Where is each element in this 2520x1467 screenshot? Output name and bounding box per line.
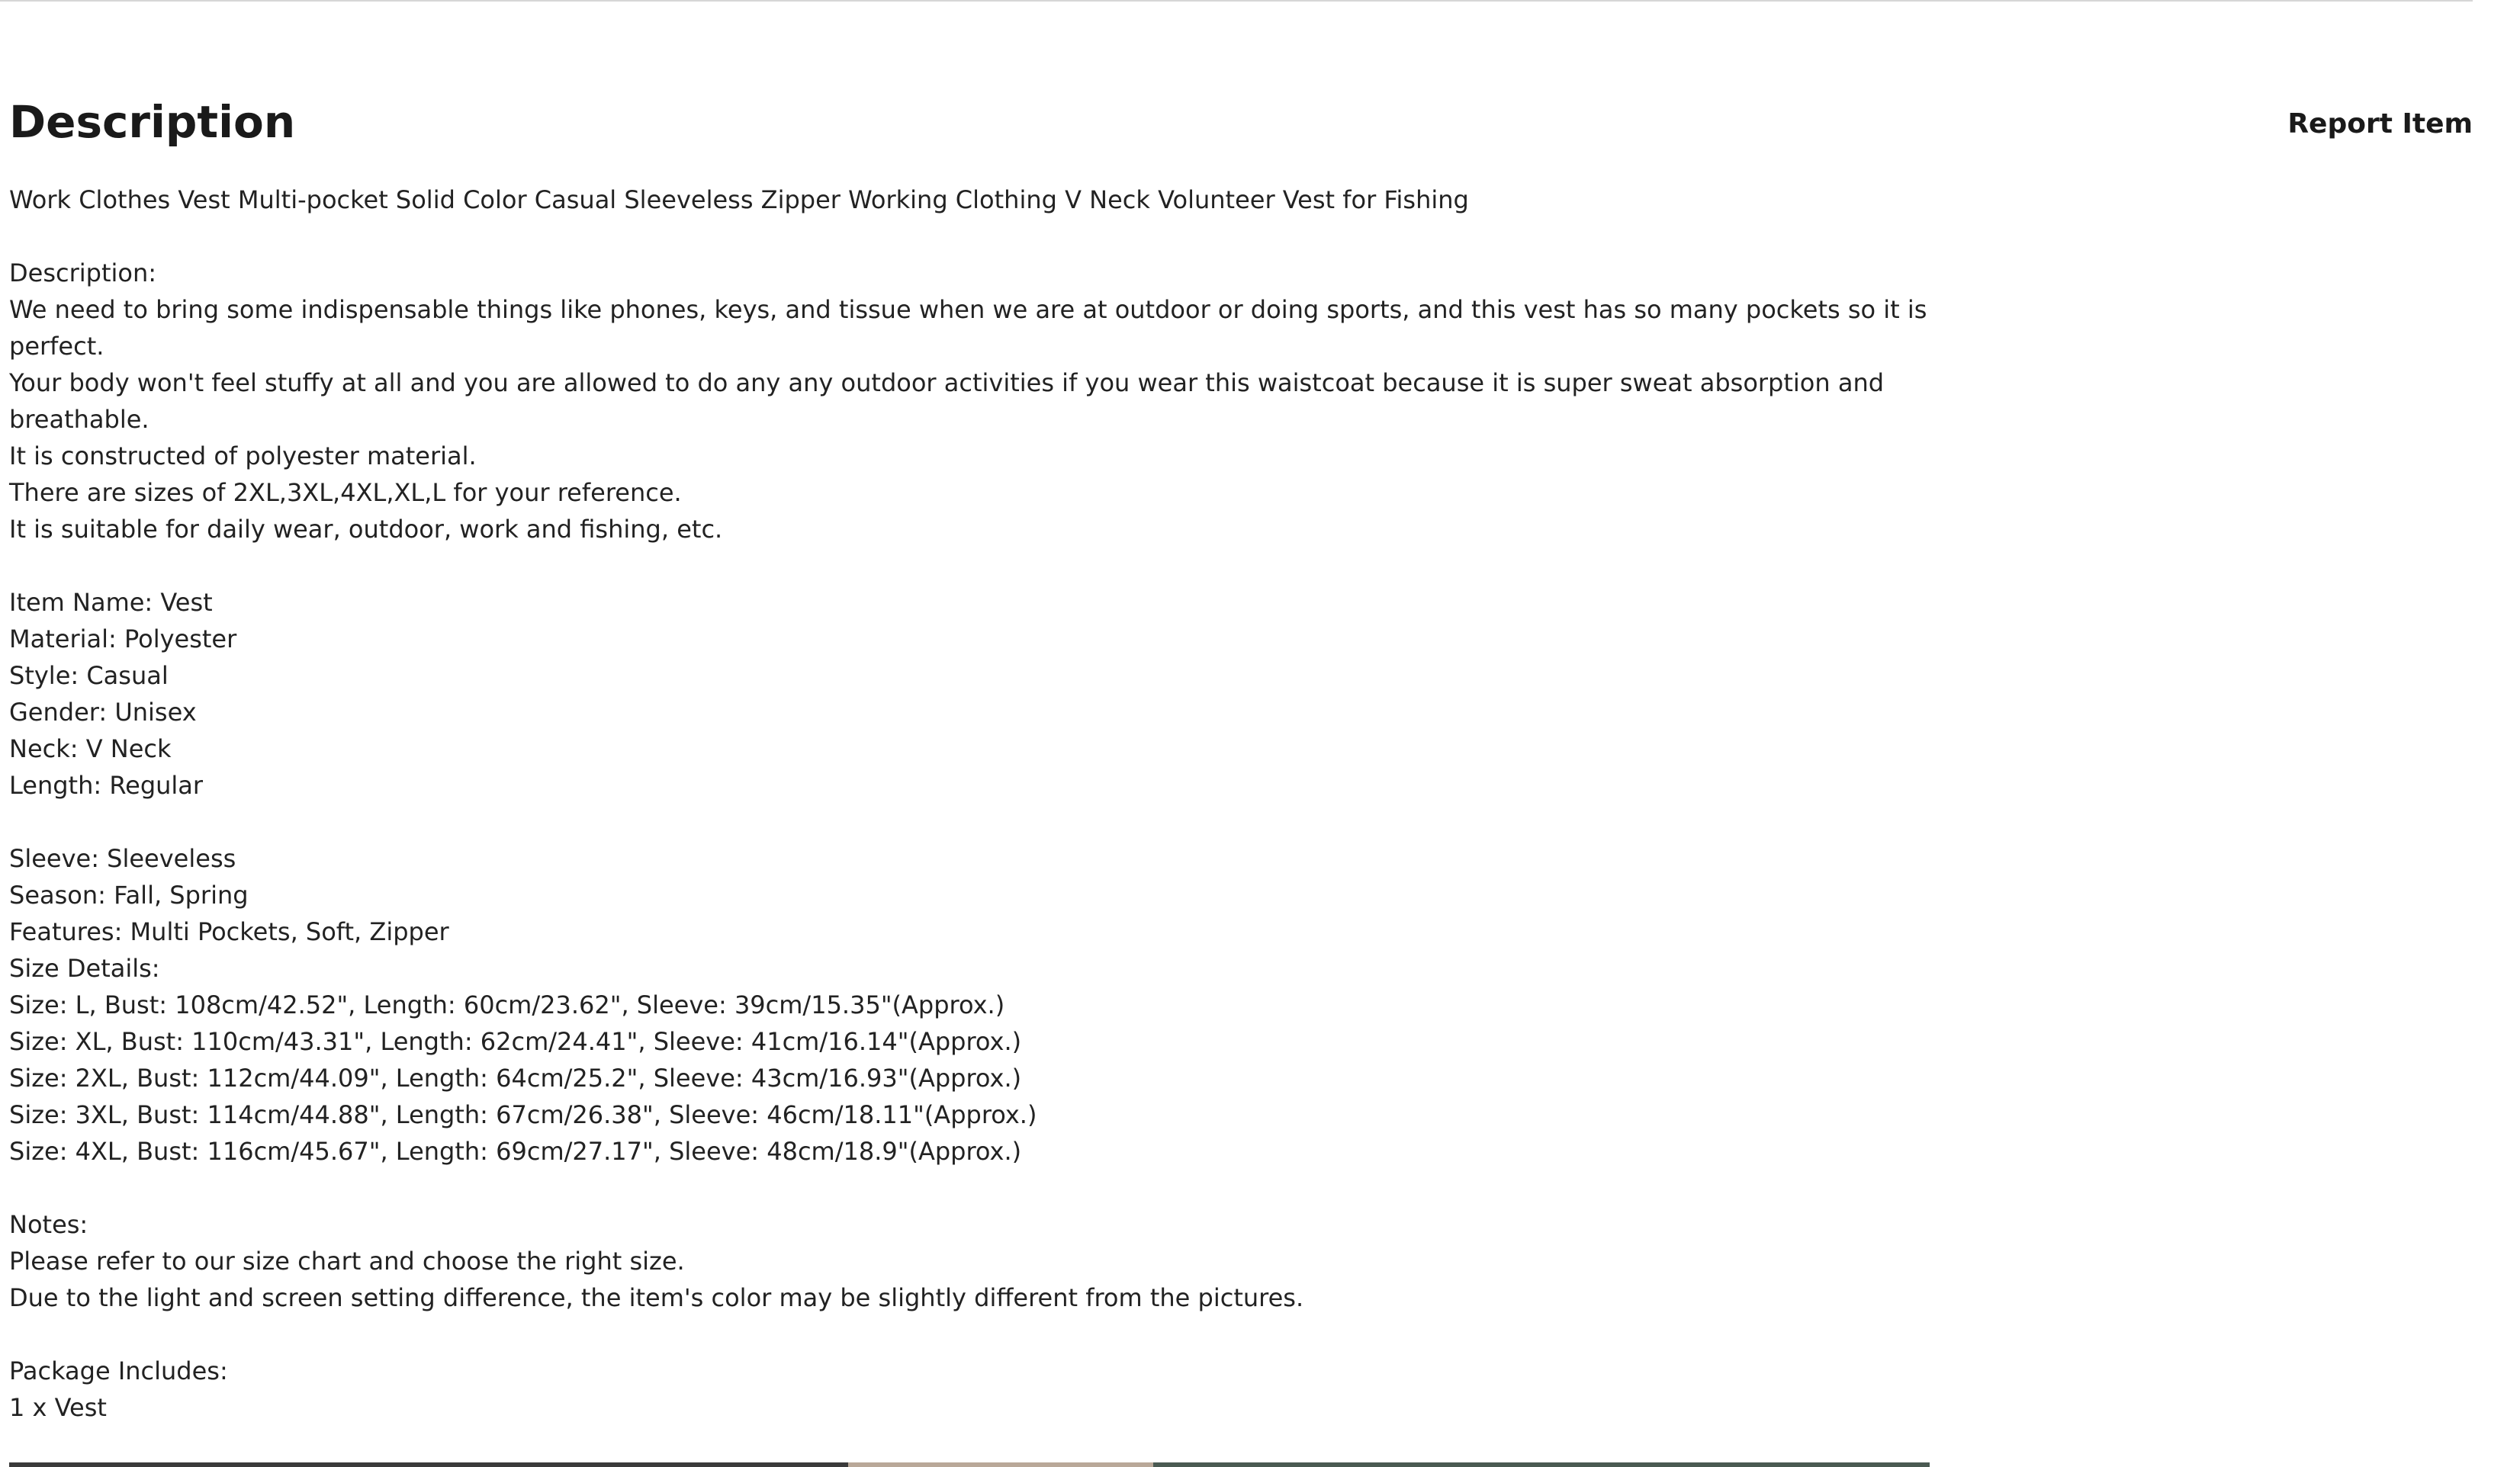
description-line: Work Clothes Vest Multi-pocket Solid Color Casual Sleeveless Zipper Working Clothing V Neck Volunteer Vest for Fishing [9, 185, 1469, 214]
report-item-link[interactable]: Report Item [2287, 108, 2473, 140]
description-line: Size: 3XL, Bust: 114cm/44.88", Length: 67cm/26.38", Sleeve: 46cm/18.11"(Approx.) [9, 1100, 1037, 1129]
description-line: Due to the light and screen setting difference, the item's color may be slightly different from the pictures. [9, 1283, 1304, 1312]
description-line: Your body won't feel stuffy at all and you are allowed to do any any outdoor activities if you wear this waistcoat because it is super sweat absorption and breathable. [9, 368, 1892, 434]
product-image-strip [9, 1462, 1930, 1467]
description-line: Item Name: Vest [9, 588, 213, 617]
description-line: Size: 2XL, Bust: 112cm/44.09", Length: 64cm/25.2", Sleeve: 43cm/16.93"(Approx.) [9, 1064, 1022, 1093]
description-line: Size: XL, Bust: 110cm/43.31", Length: 62cm/24.41", Sleeve: 41cm/16.14"(Approx.) [9, 1027, 1022, 1056]
description-line: Description: [9, 258, 157, 287]
section-title: Description [9, 96, 296, 148]
description-line: Style: Casual [9, 661, 169, 690]
product-image-3[interactable] [1153, 1462, 1930, 1467]
description-line: Size: L, Bust: 108cm/42.52", Length: 60cm/23.62", Sleeve: 39cm/15.35"(Approx.) [9, 990, 1005, 1019]
description-line: Notes: [9, 1210, 88, 1239]
description-line: Size: 4XL, Bust: 116cm/45.67", Length: 69cm/27.17", Sleeve: 48cm/18.9"(Approx.) [9, 1137, 1022, 1166]
blank-line [9, 1170, 1931, 1206]
description-line: 1 x Vest [9, 1393, 107, 1422]
description-line: Please refer to our size chart and choose the right size. [9, 1247, 685, 1276]
description-line: Package Includes: [9, 1356, 228, 1385]
description-line: Season: Fall, Spring [9, 881, 249, 910]
description-line: Neck: V Neck [9, 734, 172, 763]
description-line: Features: Multi Pockets, Soft, Zipper [9, 917, 449, 946]
description-line: It is suitable for daily wear, outdoor, work and fishing, etc. [9, 515, 723, 544]
product-image-1[interactable] [9, 1462, 848, 1467]
blank-line [9, 1316, 1931, 1353]
description-line: Length: Regular [9, 771, 204, 800]
description-line: There are sizes of 2XL,3XL,4XL,XL,L for your reference. [9, 478, 682, 507]
description-line: Material: Polyester [9, 624, 237, 653]
description-line: Gender: Unisex [9, 698, 197, 727]
blank-line [9, 218, 1931, 255]
product-image-2[interactable] [848, 1462, 1153, 1467]
description-line: Sleeve: Sleeveless [9, 844, 236, 873]
description-body [9, 181, 1935, 1426]
description-header [9, 90, 2473, 159]
blank-line [9, 804, 1931, 840]
blank-line [9, 547, 1931, 584]
top-divider [0, 0, 2473, 2]
description-line: Size Details: [9, 954, 160, 983]
description-line: We need to bring some indispensable things like phones, keys, and tissue when we are at outdoor or doing sports, and this vest has so many pockets so it is perfect. [9, 295, 1935, 361]
description-line: It is constructed of polyester material. [9, 441, 477, 470]
